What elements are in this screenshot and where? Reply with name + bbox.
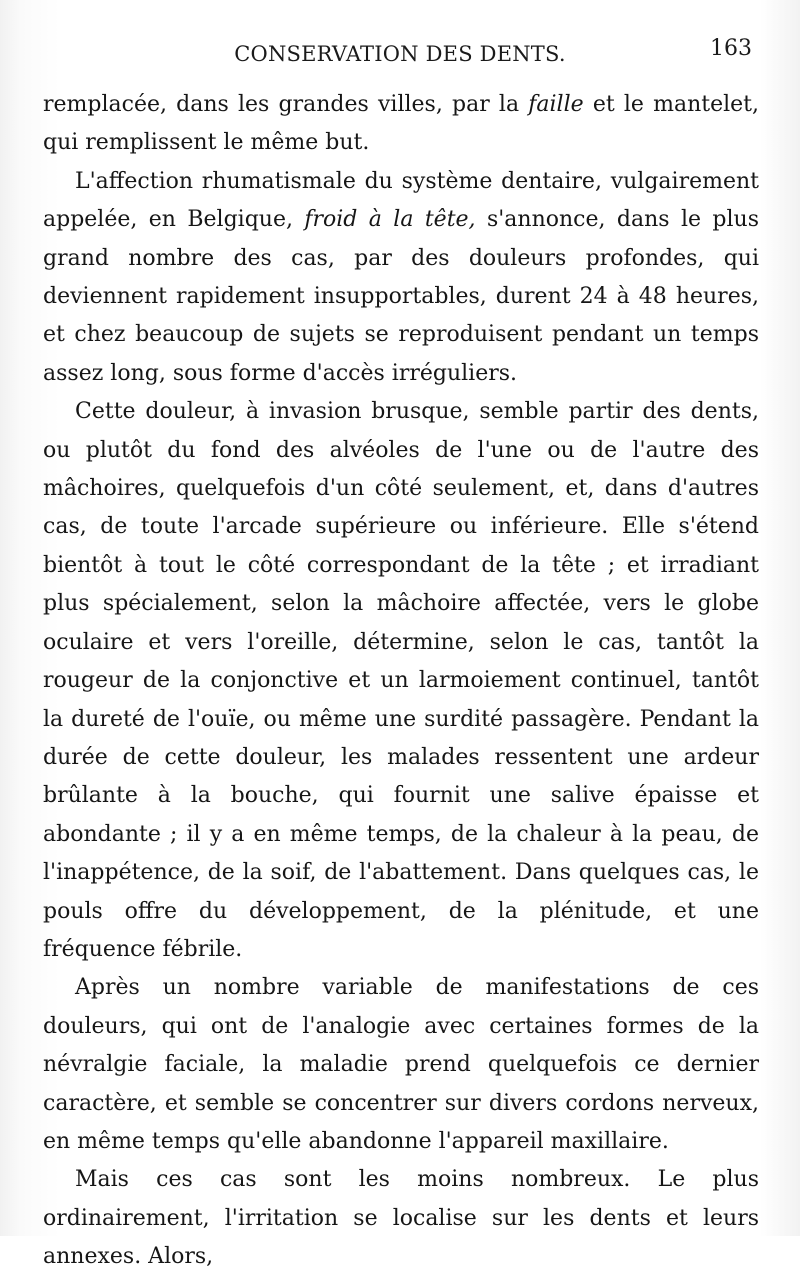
italic-term: faille [528, 92, 584, 117]
page-number: 163 [710, 36, 752, 61]
body-text [43, 86, 759, 1277]
text-run: remplacée, dans les grandes villes, par la [43, 92, 529, 117]
paragraph-neuralgia: Après un nombre variable de manifestations de ces douleurs, qui ont de l'analogie avec certaines formes de la névralgie faciale, la maladie prend quelquefois ce dernier caractère, et semble se concentrer sur divers cordons nerveux, en même temps qu'elle abandonne l'appareil maxillaire. [43, 975, 759, 1154]
paragraph-localization: Mais ces cas sont les moins nombreux. Le plus ordinairement, l'irritation se localise sur les dents et leurs annexes. Alors, [43, 1167, 759, 1270]
running-title: CONSERVATION DES DENTS. [234, 42, 566, 66]
paragraph-pain-description: Cette douleur, à invasion brusque, semble partir des dents, ou plutôt du fond des alvéoles de l'une ou de l'autre des mâchoires, quelquefois d'un côté seulement, et, dans d'autres cas, de toute l'arcade supérieure ou inférieure. Elle s'étend bientôt à tout le côté correspondant de la tête ; et irradiant plus spécialement, selon la mâchoire affectée, vers le globe oculaire et vers l'oreille, détermine, selon le cas, tantôt la rougeur de la conjonctive et un larmoiement continuel, tantôt la dureté de l'ouïe, ou même une surdité passagère. Pendant la durée de cette douleur, les malades ressentent une ardeur brûlante à la bouche, qui fournit une salive épaisse et abondante ; il y a en même temps, de la chaleur à la peau, de l'inappétence, de la soif, de l'abattement. Dans quelques cas, le pouls offre du développement, de la plénitude, et une fréquence fébrile. [43, 399, 759, 962]
italic-term: froid à la tête, [304, 207, 476, 233]
text-run: L'affection rhumatismale du système dentaire, vulgairement appelée, en Belgique, [43, 168, 759, 233]
text-run: et le mantelet, qui remplissent le même but. [43, 92, 759, 156]
paragraph-rheumatic-affection [43, 163, 759, 393]
paragraph-continued [43, 86, 759, 163]
text-run: s'annonce, dans le plus grand nombre des cas, par des douleurs profondes, qui deviennent rapidement insupportables, durent 24 à 48 heures, et chez beaucoup de sujets se reproduisent pendant un temps assez long, sous forme d'accès irréguliers. [43, 207, 759, 386]
